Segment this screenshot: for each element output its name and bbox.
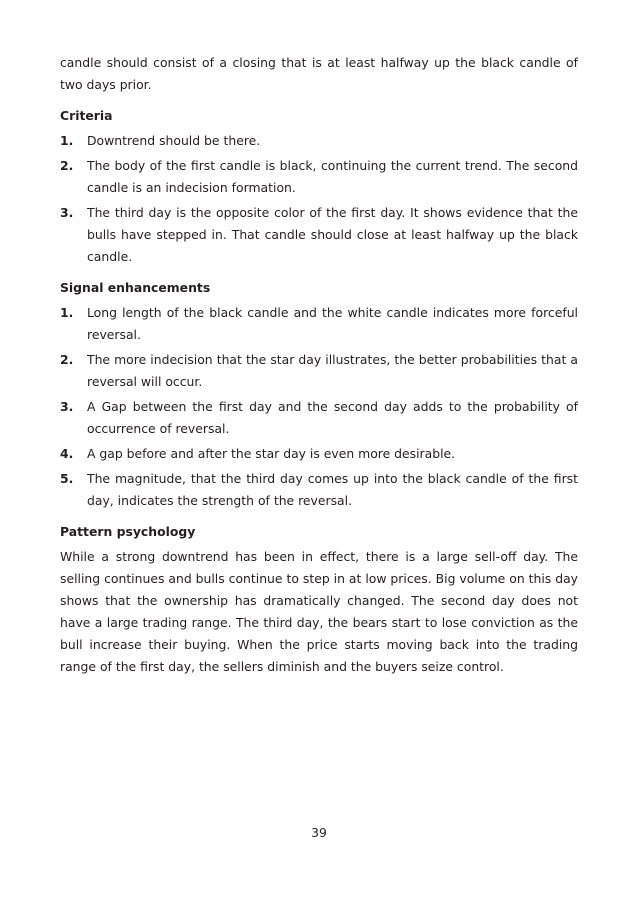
signal-enhancements-list xyxy=(60,302,578,512)
signal-item xyxy=(60,396,578,440)
list-text: The more indecision that the star day illustrates, the better probabilities that a reversal will occur. xyxy=(87,352,578,389)
criteria-item xyxy=(60,155,578,199)
signal-item xyxy=(60,468,578,512)
list-text: The magnitude, that the third day comes up into the black candle of the first day, indicates the strength of the reversal. xyxy=(87,471,578,508)
intro-paragraph: candle should consist of a closing that is at least halfway up the black candle of two days prior. xyxy=(60,55,578,92)
list-number: 1. xyxy=(60,305,74,320)
list-number: 1. xyxy=(60,133,74,148)
signal-enhancements-heading: Signal enhancements xyxy=(60,280,211,295)
criteria-list xyxy=(60,130,578,268)
list-number: 2. xyxy=(60,352,74,367)
pattern-psychology-heading: Pattern psychology xyxy=(60,524,196,539)
criteria-item xyxy=(60,130,578,152)
list-text: The third day is the opposite color of the first day. It shows evidence that the bulls have stepped in. That candle should close at least halfway up the black candle. xyxy=(87,205,578,264)
list-text: A gap before and after the star day is even more desirable. xyxy=(87,446,456,461)
list-number: 4. xyxy=(60,446,74,461)
list-text: The body of the first candle is black, continuing the current trend. The second candle is an indecision formation. xyxy=(87,158,578,195)
signal-item xyxy=(60,302,578,346)
criteria-heading: Criteria xyxy=(60,108,113,123)
criteria-item xyxy=(60,202,578,268)
signal-item xyxy=(60,443,578,465)
list-number: 3. xyxy=(60,399,74,414)
list-number: 3. xyxy=(60,205,74,220)
list-number: 2. xyxy=(60,158,74,173)
list-number: 5. xyxy=(60,471,74,486)
list-text: Downtrend should be there. xyxy=(87,133,261,148)
pattern-psychology-paragraph: While a strong downtrend has been in effect, there is a large sell-off day. The selling continues and bulls continue to step in at low prices. Big volume on this day shows that the ownership has dramatically changed. The second day does not have a large trading range. The third day, the bears start to lose conviction as the bull increase their buying. When the price starts moving back into the trading range of the first day, the sellers diminish and the buyers seize control. xyxy=(60,549,578,674)
signal-item xyxy=(60,349,578,393)
document-page xyxy=(60,52,578,678)
list-text: A Gap between the first day and the second day adds to the probability of occurrence of reversal. xyxy=(87,399,578,436)
list-text: Long length of the black candle and the white candle indicates more forceful reversal. xyxy=(87,305,578,342)
page-number: 39 xyxy=(311,825,327,840)
